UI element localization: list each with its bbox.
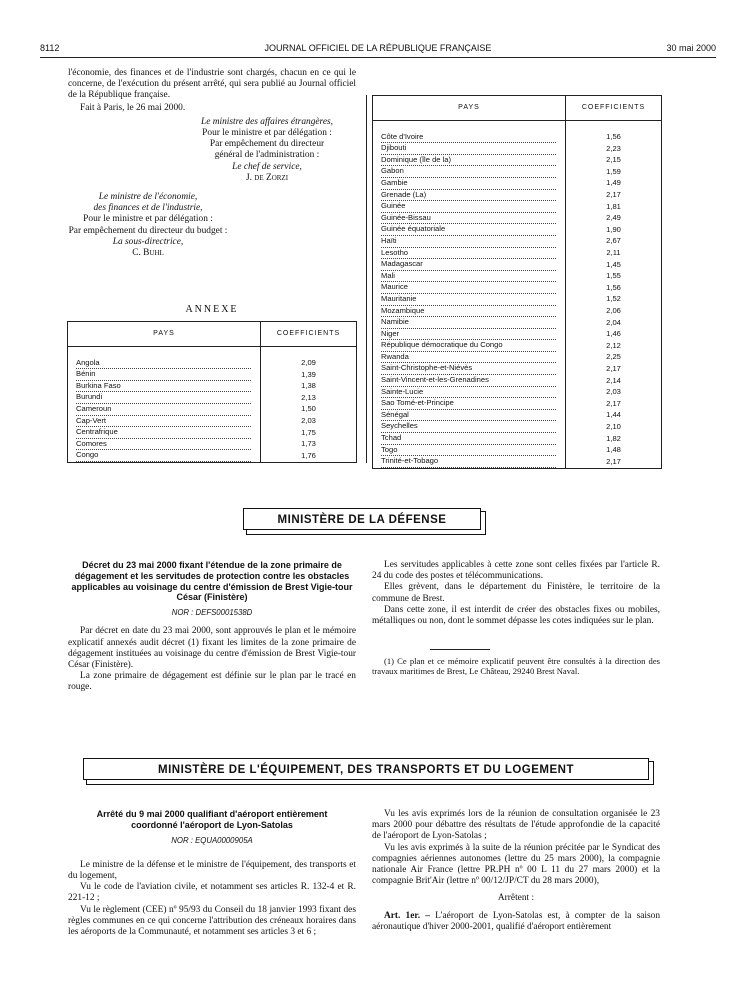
sig-line: Pour le ministre et par délégation : [202, 128, 332, 139]
coefficient-cell: 1,52 [566, 294, 662, 306]
sig-line: Par empêchement du directeur du budget : [68, 225, 228, 236]
table-row [373, 306, 662, 318]
country-name: Guinée [381, 201, 556, 213]
decree-paragraph: La zone primaire de dégagement est définie sur le plan par le tracé en rouge. [68, 671, 356, 693]
coefficient-cell: 1,39 [261, 369, 357, 381]
coefficient-cell: 1,50 [261, 404, 357, 416]
coefficient-cell: 1,55 [566, 271, 662, 283]
country-name: Angola [76, 358, 251, 370]
country-cell [373, 143, 566, 155]
country-name: Sénégal [381, 410, 556, 422]
coefficient-cell: 2,03 [261, 416, 357, 428]
country-name: Centrafrique [76, 427, 251, 439]
journal-title: JOURNAL OFFICIEL DE LA RÉPUBLIQUE FRANÇAISE [264, 43, 492, 53]
coefficient-cell: 2,10 [566, 421, 662, 433]
country-name: Sainte-Lucie [381, 387, 556, 399]
coefficient-cell: 2,17 [566, 363, 662, 375]
signatory-name: C. Buhl [132, 248, 164, 259]
coefficient-cell: 2,17 [566, 456, 662, 468]
country-cell [373, 375, 566, 387]
table-row [373, 236, 662, 248]
table-row [373, 213, 662, 225]
country-cell [373, 248, 566, 260]
country-name: Mozambique [381, 306, 556, 318]
country-cell [373, 317, 566, 329]
banner-text: MINISTÈRE DE LA DÉFENSE [243, 508, 481, 530]
arretent-heading: Arrêtent : [497, 893, 535, 904]
equipement-left-column [68, 809, 356, 938]
country-cell [373, 271, 566, 283]
country-cell [373, 236, 566, 248]
table-row [373, 294, 662, 306]
country-name: Sao Tomé-et-Principe [381, 398, 556, 410]
country-name: Burundi [76, 392, 251, 404]
header-rule [40, 57, 716, 58]
arrete-title: Arrêté du 9 mai 2000 qualifiant d'aéroport entièrement coordonné l'aéroport de Lyon-Satolas [96, 809, 328, 830]
country-name: Cameroun [76, 404, 251, 416]
country-cell [373, 329, 566, 341]
arrete-paragraph: Vu les avis exprimés à la suite de la réunion précitée par le Syndicat des compagnies aériennes autonomes (lettre du 25 mars 2000), la compagnie nationale Air France (lettre PR.PH nº 00 L 11 du 27 mars 2000) et la compagnie Brit'Air (lettre nº 00/12/JP/CT du 28 mars 2000), [372, 842, 660, 887]
country-cell [373, 132, 566, 144]
country-name: Rwanda [381, 352, 556, 364]
country-cell [373, 352, 566, 364]
table-row [373, 456, 662, 468]
decree-title: Décret du 23 mai 2000 fixant l'étendue de la zone primaire de dégagement et les servitudes de protection contre les obstacles applicables au voisinage du centre d'émission de Brest Vigie-tour César (Finistère) [71, 560, 353, 603]
issue-date: 30 mai 2000 [666, 43, 716, 53]
table-row [373, 282, 662, 294]
annex-table-1 [67, 321, 357, 463]
arrete-paragraph: Vu le règlement (CEE) nº 95/93 du Conseil du 18 janvier 1993 fixant des règles communes en ce qui concerne l'attribution des créneaux horaires dans les aéroports de la Communauté, et notamment ses articles 3 et 6 ; [68, 904, 356, 938]
table-row [373, 352, 662, 364]
country-cell [373, 294, 566, 306]
table-row [373, 375, 662, 387]
decree-paragraph: Par décret en date du 23 mai 2000, sont approuvés le plan et le mémoire explicatif annexés audit décret (1) fixant les limites de la zone primaire de dégagement instituées au voisinage du centre d'émission de Brest Vigie-tour César (Finistère). [68, 626, 356, 670]
coefficient-cell: 1,48 [566, 445, 662, 457]
country-name: République démocratique du Congo [381, 340, 556, 352]
country-cell [373, 456, 566, 468]
arrete-paragraph: Vu le code de l'aviation civile, et notamment ses articles R. 132-4 et R. 221-12 ; [68, 882, 356, 904]
country-cell [373, 259, 566, 271]
table-row [373, 317, 662, 329]
table-row [68, 427, 357, 439]
coefficient-cell: 2,04 [566, 317, 662, 329]
coefficient-cell: 1,76 [261, 450, 357, 462]
table-row [373, 224, 662, 236]
country-name: Burkina Faso [76, 381, 251, 393]
ministry-banner-equipement [86, 761, 654, 785]
coefficient-cell: 2,67 [566, 236, 662, 248]
country-name: Maurice [381, 282, 556, 294]
spacer-row [68, 347, 357, 358]
sig-line: Le ministre de l'économie, [98, 192, 198, 203]
table-row [68, 416, 357, 428]
country-name: Saint-Christophe-et-Niévès [381, 363, 556, 375]
coefficient-cell: 2,11 [566, 248, 662, 260]
nor-reference: NOR : EQUA0000905A [171, 835, 253, 845]
country-cell [373, 213, 566, 225]
coefficient-cell: 1,44 [566, 410, 662, 422]
coefficient-cell: 1,49 [566, 178, 662, 190]
signature-block-1 [178, 117, 356, 184]
coefficient-cell: 1,45 [566, 259, 662, 271]
coefficient-cell: 2,17 [566, 190, 662, 202]
table-row [373, 271, 662, 283]
table-row [373, 259, 662, 271]
country-name: Madagascar [381, 259, 556, 271]
country-name: Guinée-Bissau [381, 213, 556, 225]
coefficient-cell: 2,17 [566, 398, 662, 410]
country-name: Côte d'Ivoire [381, 132, 556, 144]
table-row [373, 248, 662, 260]
coefficient-cell: 2,49 [566, 213, 662, 225]
article-1 [372, 911, 660, 933]
spacer-row [373, 121, 662, 132]
table-row [373, 421, 662, 433]
country-name: Djibouti [381, 143, 556, 155]
footnote: (1) Ce plan et ce mémoire explicatif peuvent être consultés à la direction des travaux maritimes de Brest, Le Château, 29240 Brest Naval. [372, 656, 660, 677]
coefficient-cell: 2,23 [566, 143, 662, 155]
country-cell [373, 410, 566, 422]
country-cell [373, 178, 566, 190]
coefficient-cell: 2,12 [566, 340, 662, 352]
arrete-paragraph: Vu les avis exprimés lors de la réunion de consultation organisée le 23 mars 2000 pour débattre des résultats de l'étude approfondie de la capacité de l'aéroport de Lyon-Satolas ; [372, 809, 660, 842]
coefficient-cell: 2,09 [261, 358, 357, 370]
top-left-column [68, 68, 356, 259]
sig-line: La sous-directrice, [112, 236, 184, 247]
decree-paragraph: Dans cette zone, il est interdit de créer des obstacles fixes ou mobiles, métalliques ou non, dont le sommet dépasse les cotes indiquées sur le plan. [372, 604, 660, 627]
country-cell [373, 398, 566, 410]
annex-table-2 [372, 95, 662, 469]
country-cell [373, 387, 566, 399]
country-cell [373, 445, 566, 457]
country-cell [373, 155, 566, 167]
country-cell [68, 416, 261, 428]
coefficient-cell: 1,73 [261, 439, 357, 451]
column-divider [366, 95, 367, 463]
sig-line: Le chef de service, [232, 161, 302, 172]
footnote-rule [430, 649, 490, 650]
banner-text: MINISTÈRE DE L'ÉQUIPEMENT, DES TRANSPORTS ET DU LOGEMENT [83, 758, 649, 780]
country-cell [68, 439, 261, 451]
coefficient-cell: 1,46 [566, 329, 662, 341]
coefficient-cell: 2,03 [566, 387, 662, 399]
country-name: Trinité-et-Tobago [381, 456, 556, 468]
country-name: Seychelles [381, 421, 556, 433]
country-name: Cap-Vert [76, 416, 251, 428]
table-row [68, 381, 357, 393]
country-cell [373, 306, 566, 318]
defense-right-column [372, 560, 660, 676]
page-number: 8112 [40, 43, 60, 53]
coefficient-cell: 2,13 [261, 392, 357, 404]
sig-line: général de l'administration : [214, 150, 320, 161]
country-cell [373, 190, 566, 202]
country-name: Haïti [381, 236, 556, 248]
article-text: L'aéroport de Lyon-Satolas est, à compter de la saison aéronautique d'hiver 2000-2001, qualifié d'aéroport entièrement [372, 910, 661, 932]
country-cell [68, 450, 261, 462]
country-cell [373, 363, 566, 375]
table-row [373, 166, 662, 178]
table-row [68, 404, 357, 416]
table-row [373, 143, 662, 155]
country-name: Guinée équatoriale [381, 224, 556, 236]
defense-left-column [68, 560, 356, 694]
sig-line: Par empêchement du directeur [209, 139, 325, 150]
table-row [68, 450, 357, 462]
col-header-pays: PAYS [68, 322, 261, 347]
coefficient-cell: 1,81 [566, 201, 662, 213]
table-row [373, 329, 662, 341]
country-name: Gabon [381, 166, 556, 178]
sig-line: Pour le ministre et par délégation : [83, 214, 213, 225]
table-row [68, 439, 357, 451]
done-at: Fait à Paris, le 26 mai 2000. [80, 102, 186, 113]
coefficient-cell: 1,82 [566, 433, 662, 445]
coefficient-cell: 2,15 [566, 155, 662, 167]
country-cell [68, 358, 261, 370]
table-row [68, 358, 357, 370]
country-name: Lesotho [381, 248, 556, 260]
country-name: Grenade (La) [381, 190, 556, 202]
country-name: Mali [381, 271, 556, 283]
table-row [68, 392, 357, 404]
col-header-coefficients: COEFFICIENTS [261, 322, 357, 347]
table-row [373, 340, 662, 352]
col-header-pays: PAYS [373, 96, 566, 121]
article-label: Art. 1er. – [384, 910, 430, 921]
coefficient-cell: 1,59 [566, 166, 662, 178]
coefficient-cell: 1,75 [261, 427, 357, 439]
table-row [373, 398, 662, 410]
table-row [373, 410, 662, 422]
country-cell [373, 201, 566, 213]
country-name: Congo [76, 450, 251, 462]
country-name: Dominique (île de la) [381, 155, 556, 167]
coefficient-cell: 1,38 [261, 381, 357, 393]
country-cell [373, 282, 566, 294]
ministry-banner-defense [246, 511, 486, 535]
country-name: Saint-Vincent-et-les-Grenadines [381, 375, 556, 387]
table-row [373, 201, 662, 213]
equipement-right-column [372, 809, 660, 933]
coefficient-cell: 2,06 [566, 306, 662, 318]
country-name: Namibie [381, 317, 556, 329]
nor-reference: NOR : DEFS0001538D [171, 608, 253, 618]
coefficient-cell: 2,14 [566, 375, 662, 387]
country-cell [68, 369, 261, 381]
annexe-heading: ANNEXE [185, 304, 239, 315]
country-cell [373, 421, 566, 433]
table-row [68, 369, 357, 381]
coefficient-cell: 2,25 [566, 352, 662, 364]
signatory-name: J. de Zorzi [245, 172, 289, 183]
decree-paragraph: Elles grèvent, dans le département du Finistère, le territoire de la commune de Brest. [372, 582, 660, 604]
country-cell [68, 404, 261, 416]
country-name: Togo [381, 445, 556, 457]
country-name: Tchad [381, 433, 556, 445]
country-name: Gambie [381, 178, 556, 190]
country-name: Bénin [76, 369, 251, 381]
col-header-coefficients: COEFFICIENTS [566, 96, 662, 121]
table-row [373, 132, 662, 144]
table-row [373, 387, 662, 399]
country-name: Mauritanie [381, 294, 556, 306]
sig-line: Le ministre des affaires étrangères, [200, 116, 334, 127]
country-cell [373, 340, 566, 352]
country-name: Comores [76, 439, 251, 451]
coefficient-cell: 1,90 [566, 224, 662, 236]
table-row [373, 190, 662, 202]
table-row [373, 433, 662, 445]
table-row [373, 155, 662, 167]
country-cell [68, 381, 261, 393]
closing-paragraph: l'économie, des finances et de l'industrie sont chargés, chacun en ce qui le concerne, de l'exécution du présent arrêté, qui sera publié au Journal officiel de la République française. [68, 68, 356, 101]
coefficient-cell: 1,56 [566, 282, 662, 294]
table-row [373, 445, 662, 457]
country-name: Niger [381, 329, 556, 341]
country-cell [68, 427, 261, 439]
sig-line: des finances et de l'industrie, [93, 203, 203, 214]
country-cell [373, 433, 566, 445]
table-row [373, 178, 662, 190]
country-cell [373, 224, 566, 236]
table-row [373, 363, 662, 375]
signature-block-2 [48, 192, 248, 259]
arrete-paragraph: Le ministre de la défense et le ministre de l'équipement, des transports et du logement, [68, 859, 356, 881]
decree-paragraph: Les servitudes applicables à cette zone sont celles fixées par l'article R. 24 du code des postes et télécommunications. [372, 560, 660, 582]
coefficient-cell: 1,56 [566, 132, 662, 144]
country-cell [373, 166, 566, 178]
country-cell [68, 392, 261, 404]
